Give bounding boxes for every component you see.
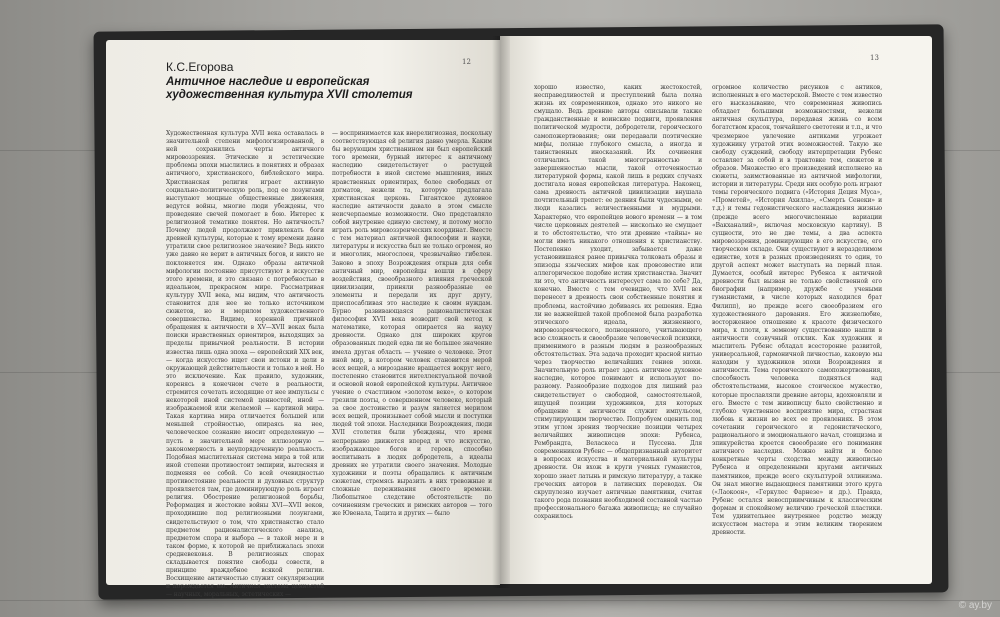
page-number-left: 12 — [462, 58, 471, 66]
book-gutter — [492, 36, 510, 588]
text-column: Художественная культура XVII века оставалась в значительной степени мифологизированной, в ней сохранились черты античного мировоззрения. Этические и эстетические проблемы эпохи мыслились в понятиях и образах античного, христианского, библейского мира. Христианская религия играет активную социально-политическую роль, под ее лозунгами выступают мощные общественные движения, ведутся войны, многие люди убеждены, что проведение свечей помогает в бою. Интерес к религиозной тематике понятен. Но античность? Почему людей продолжают привлекать боги древней культуры, которые к тому времени давно утратили свое религиозное значение? Ведь никто уже давно не верит в античных богов, и никто не поклоняется им. Однако образы античной мифологии постоянно присутствуют в искусстве этого времени, и это связано с потребностью в идеальном, прекрасном мире. Рассматривая культуру XVII века, мы видим, что античность становится для нее не только источником сюжетов, но и мерилом художественного совершенства. Видимо, коренной причиной обращения к античности в XV—XVII веках была поиски нравственных ориентиров, выходящих за пределы привычной реальности. В истории известна лишь одна эпоха — европейский XIX век, — когда искусство ищет свои истоки и цели в окружающей действительности и только в ней. Но это исключение. Как правило, художник, коренясь в конечном счете в реальности, стремится сочетать исходящие от нее импульсы с некоторой иной системой ценностей, иной — изображаемой или желаемой — картиной мира. Такая картина мира отличается большей или меньшей стройностью, опираясь на нее, человеческое сознание вносит определенную — пусть в значительной мере иллюзорную — закономерность в неупорядоченную реальность. Подобная мыслительная система мира в той или иной степени противостоит эмпирии, вытесняя и подменяя ее собой. Со всей очевидностью противостояние реальности и духовных структур проявляется там, где доминирующую роль играет религия. Обострение религиозной борьбы, Реформация и жестокие войны XVI—XVII веков, проходившие под религиозными лозунгами, свидетельствуют о том, что христианство стало предметом рационалистического анализа, предметом спора и выбора — в такой мере и в таком форме, к которой не приближалась эпохи средневековья. В религиозных спорах складывается понятие свободы совести, в принципе враждебное всякой религии. Восхищение античностью служит секуляризации и порождается ею. Античная система ценностей — научных, моральных, эстетических — — [166, 130, 324, 599]
chapter-title: Античное наследие и европейская художественная культура XVII столетия — [166, 76, 413, 101]
text-column: огромное количество рисунков с антиков, исполненных в его мастерской. Вместе с тем известно его высказывание, что современная живопись обладает большими возможностями, нежели античная скульптура, передавая жизнь со всем богатством красок, тончайшего светотени и т.п., и что чрезмерное увлечение антиками угрожает художнику утратой этих возможностей. Такую же свободу суждений, свободу интерпретации Рубенс оставляет за собой и в трактовке тем, сюжетов и образов. Множество его произведений исполнено на сюжеты, заимствованные из античной мифологии, истории и литературы. Среди них особую роль играют темы героического подвига («История Деция Муса», «Прометей», «История Ахилла», «Смерть Сенеки» и т.д.) и темы гедонистического наслаждения жизнью (прежде всего многочисленные вариации «Вакханалий», включая московскую картину). В сущности, это не две темы, а два аспекта мировоззрения, доминирующие в его искусстве, его творческом складе. Они существуют в неразделимом единстве, хотя в разных произведениях то один, то другой аспект может выступать на первый план. Думается, особый интерес Рубенса к античной древности был вызван не только свойственной его биографии (например, дружбе с учеными гуманистами, в числе которых находился брат Филипп), но прежде всего своеобразием его художественного дарования. Его жизнелюбие, восторженное отношение к красоте физического мира, к плоти, к земному существованию нашли в античности созвучный отклик. Как художник и мыслитель Рубенс обладал всесторонне развитой, универсальной, гармоничной личностью, каковую мы находим у художников эпохи Возрождения и античности. Тема героического самопожертвования, способность человека подняться над обстоятельствами, высокое стоическое мужество, которые прославляли древние авторы, вдохновляли и его. Вместе с тем живописцу было свойственно и глубоко чувственное восприятие мира, страстная любовь к жизни во всех ее проявлениях. В этом сочетании героического и гедонистического, рационального и эмоционального начал, стоицизма и эпикурейства кроется своеобразие его понимания античного наследия. Можно найти и более конкретные черты сходства между живописью Рубенса и определенными кругами античных памятников, прежде всего скульптурой эллинизма. Он знал многие выдающиеся памятники этого круга («Лаокоон», «Геркулес Фарнезе» и др.). Правда, Рубенс остался невосприимчивым к классическим формам и спокойному величию греческой пластики. Тем удивительнее внутреннее родство между искусством мастера и этим великим творением древности. — [712, 84, 882, 537]
left-page — [106, 40, 500, 599]
author-name: К.С.Егорова — [166, 60, 234, 74]
watermark: © ay.by — [958, 600, 992, 611]
page-number-right: 13 — [870, 54, 879, 62]
right-page — [500, 36, 932, 584]
text-column: хорошо известно, каких жестокостей, несправедливостей и преступлений была полна жизнь их современников, однако это никого не смущало. Ведь древние авторы описывали также гражданственные и воинские подвиги, проявления политической мудрости, добродетели, героического самопожертвования; они передавали поэтические мифы, полные глубокого смысла, а иногда и таинственных иносказаний. Их сочинения отличались такой многогранностью и завершенностью мысли, такой отточенностью литературной формы, какой лишь в редких случаях достигала новая европейская литература. Наконец, сама древность античной цивилизации внушала почтительный трепет: ее деяния были чудесными, ее люди казались величественными и мудрыми. Характерно, что европейцев нового времени — в том числе церковных деятелей — нисколько не смущает и то обстоятельство, что эти древние «тайны» не могли иметь никакого отношения к христианству. Постепенно уходит, забывается даже установившаяся ранее привычка толковать образы и эпизоды языческих мифов как провозвестие или аллегорическое подобие истин христианства. Значит ли это, что античность интересует сама по себе? Да, конечно. Вместе с тем очевидно, что XVII век перенесет в древность свои собственные понятия и проблемы, настойчиво добиваясь их решения. Едва ли не важнейшей такой проблемой была разработка этического идеала, жизненного, мировоззренческого, полноценного, учитывающего всю сложность и своеобразие человеческой психики, применимого в разным людям в разнообразных обстоятельствах. Эта задача проходит красной нитью через творчество величайших гениев эпохи. Значительную роль играет здесь античное духовное наследие, которое понимают и используют по-разному. Разнообразие подходов для лишний раз свидетельствует о свободной, самостоятельной, ищущей позиции художников, для которых обращение к античности служит импульсом, стимулирующим творчество. Попробуем оценить под этим углом зрения творческие позиции четырех величайших живописцев эпохи: Рубенса, Рембрандта, Веласкеса и Пуссена. Для современников Рубенс — общепризнанный авторитет в вопросах искусства и материальной культуры древности. Он вхож в круги ученых гуманистов, хорошо знает латынь и римскую литературу, а также греческих авторов в латинских переводах. Он скрупулезно изучает античные памятники, считая такого рода познания необходимой составной частью профессионального багажа живописца; не случайно сохранилось — [534, 84, 702, 520]
text-column: — воспринимается как внерелигиозная, поскольку соответствующая ей религия давно умерла. Каким бы верующим христианином ни был европейский того времени, бурный интерес к античному наследию свидетельствует о растущей потребности в иной системе мышления, иных нравственных ориентирах, более свободных от догматов, нежели та, которую предлагала христианская церковь. Гигантское духовное наследие античности давало в этом смысле неисчерпаемые возможности. Оно представляло собой внутренне единую систему, и потому могло играть роль мировоззренческих координат. Вместе с тем материал античной философии и науки, литературы и искусства был не только огромен, но и многолик, многослоен, чрезвычайно гибелен. Заново в эпоху Возрождения открыв для себя античный мир, европейцы вошли в сферу воздействия, своеобразного влияния греческой цивилизации, приняли разнообразные ее элементы и передали их друг другу, приспосабливая это наследие к своим нуждам. Бурно развивающаяся рационалистическая философия XVII века возводит свой метод к математике, которая опирается на науку древности. Однако для широких кругов образованных людей едва ли не большее значение имела другая область — учение о человеке. Этот иной мир, в котором человек становится мерой всех вещей, а мироздание вращается вокруг него, постепенно становится интеллектуальной почвой и основой новой европейской культуры. Античное учение о счастливом «золотом веке», о котором грезили поэты, о совершенном человеке, который за свое достоинство и разум является мерилом всех вещей, пронизывает собой мысли и поступки людей той эпохи. Наследники Возрождения, люди XVII столетия были убеждены, что время непрерывно движется вперед и что искусство, изображающее богов и героев, способно воспитывать в людях добродетель, а идеалы древних не утратили своего значения. Молодые художники и поэты обращались к античным сюжетам, стремясь выразить в них тревожные и сложные переживания своего времени. Любопытное следствие обстоятельств: по сочинениям греческих и римских авторов — того же Ювенала, Тацита и других — было — [332, 130, 492, 518]
